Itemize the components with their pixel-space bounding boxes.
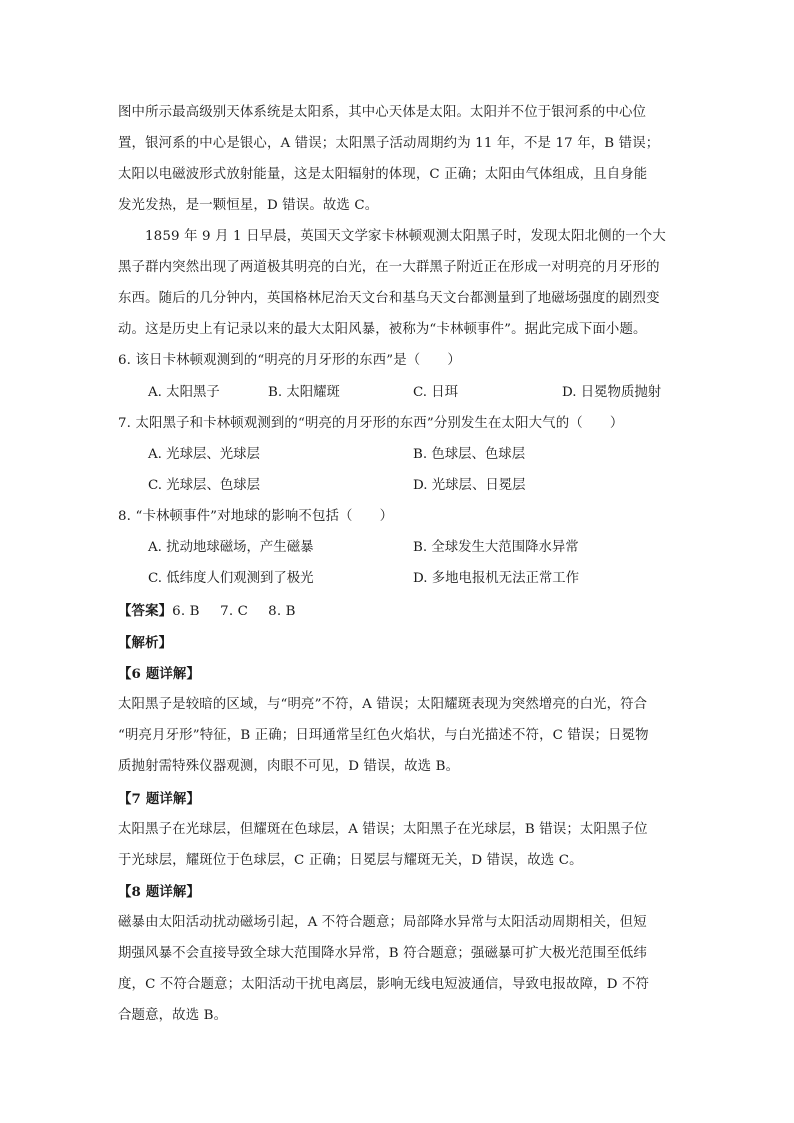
question-7-option-b: B. 色球层、色球层 — [413, 447, 526, 462]
answer-label: 【答案】 — [118, 603, 173, 619]
detail-6-line-3: 质抛射需特殊仪器观测，肉眼不可见，D 错误，故选 B。 — [118, 759, 460, 774]
paragraph1-line-3: 太阳以电磁波形式放射能量，这是太阳辐射的体现，C 正确；太阳由气体组成，且自身能 — [118, 167, 648, 182]
question-7-option-c: C. 光球层、色球层 — [148, 478, 261, 493]
detail-7-title: 【7 题详解】 — [118, 791, 200, 807]
paragraph2-line-3: 东西。随后的几分钟内，英国格林尼治天文台和基乌天文台都测量到了地磁场强度的剧烈变 — [118, 291, 660, 306]
detail-7-line-1: 太阳黑子在光球层，但耀斑在色球层，A 错误；太阳黑子在光球层，B 错误；太阳黑子位 — [118, 822, 648, 837]
answer-line — [118, 601, 296, 622]
question-8-option-b: B. 全球发生大范围降水异常 — [413, 540, 579, 555]
detail-6-title: 【6 题详解】 — [118, 666, 200, 682]
question-8-option-a: A. 扰动地球磁场，产生磁暴 — [148, 540, 314, 555]
paragraph1-line-1: 图中所示最高级别天体系统是太阳系，其中心天体是太阳。太阳并不位于银河系的中心位 — [118, 105, 647, 120]
detail-8-line-1: 磁暴由太阳活动扰动磁场引起，A 不符合题意；局部降水异常与太阳活动周期相关，但短 — [118, 915, 647, 930]
paragraph2-line-1: 1859 年 9 月 1 日早晨，英国天文学家卡林顿观测太阳黑子时，发现太阳北侧的一个大 — [145, 229, 666, 244]
detail-6-line-2: “明亮月牙形”特征，B 正确；日珥通常呈红色火焰状，与白光描述不符，C 错误；日冕物 — [118, 728, 649, 743]
question-8-option-d: D. 多地电报机无法正常工作 — [413, 571, 580, 586]
question-6-option-c: C. 日珥 — [413, 385, 459, 400]
question-6-option-b: B. 太阳耀斑 — [268, 385, 340, 400]
detail-8-line-4: 合题意，故选 B。 — [118, 1008, 228, 1023]
answer-7: 7. C — [220, 604, 249, 619]
detail-8-title: 【8 题详解】 — [118, 884, 200, 900]
detail-7-line-2: 于光球层，耀斑位于色球层，C 正确；日冕层与耀斑无关，D 错误，故选 C。 — [118, 853, 583, 868]
paragraph1-line-2: 置，银河系的中心是银心，A 错误；太阳黑子活动周期约为 11 年，不是 17 年，B 错误； — [118, 136, 660, 151]
analysis-label: 【解析】 — [118, 635, 173, 651]
paragraph1-line-4: 发光发热，是一颗恒星，D 错误。故选 C。 — [118, 198, 379, 213]
question-7-option-d: D. 光球层、日冕层 — [413, 478, 526, 493]
paragraph2-line-4: 动。这是历史上有记录以来的最大太阳风暴，被称为“卡林顿事件”。据此完成下面小题。 — [118, 322, 647, 337]
question-8-stem: 8. “卡林顿事件”对地球的影响不包括（ ） — [118, 509, 394, 524]
question-6-stem: 6. 该日卡林顿观测到的“明亮的月牙形的东西”是（ ） — [118, 353, 461, 368]
detail-6-line-1: 太阳黑子是较暗的区域，与“明亮”不符，A 错误；太阳耀斑表现为突然增亮的白光，符合 — [118, 697, 648, 712]
detail-8-line-2: 期强风暴不会直接导致全球大范围降水异常，B 符合题意；强磁暴可扩大极光范围至低纬 — [118, 946, 647, 961]
question-8-option-c: C. 低纬度人们观测到了极光 — [148, 571, 314, 586]
answer-8: 8. B — [268, 604, 296, 619]
detail-8-line-3: 度，C 不符合题意；太阳活动干扰电离层，影响无线电短波通信，导致电报故障，D 不符 — [118, 977, 650, 992]
question-7-stem: 7. 太阳黑子和卡林顿观测到的“明亮的月牙形的东西”分别发生在太阳大气的（ ） — [118, 416, 624, 431]
question-6-option-d: D. 日冕物质抛射 — [562, 385, 662, 400]
question-6-option-a: A. 太阳黑子 — [148, 385, 220, 400]
answer-6: 6. B — [172, 604, 200, 619]
paragraph2-line-2: 黑子群内突然出现了两道极其明亮的白光，在一大群黑子附近正在形成一对明亮的月牙形的 — [118, 260, 660, 275]
question-7-option-a: A. 光球层、光球层 — [148, 447, 260, 462]
